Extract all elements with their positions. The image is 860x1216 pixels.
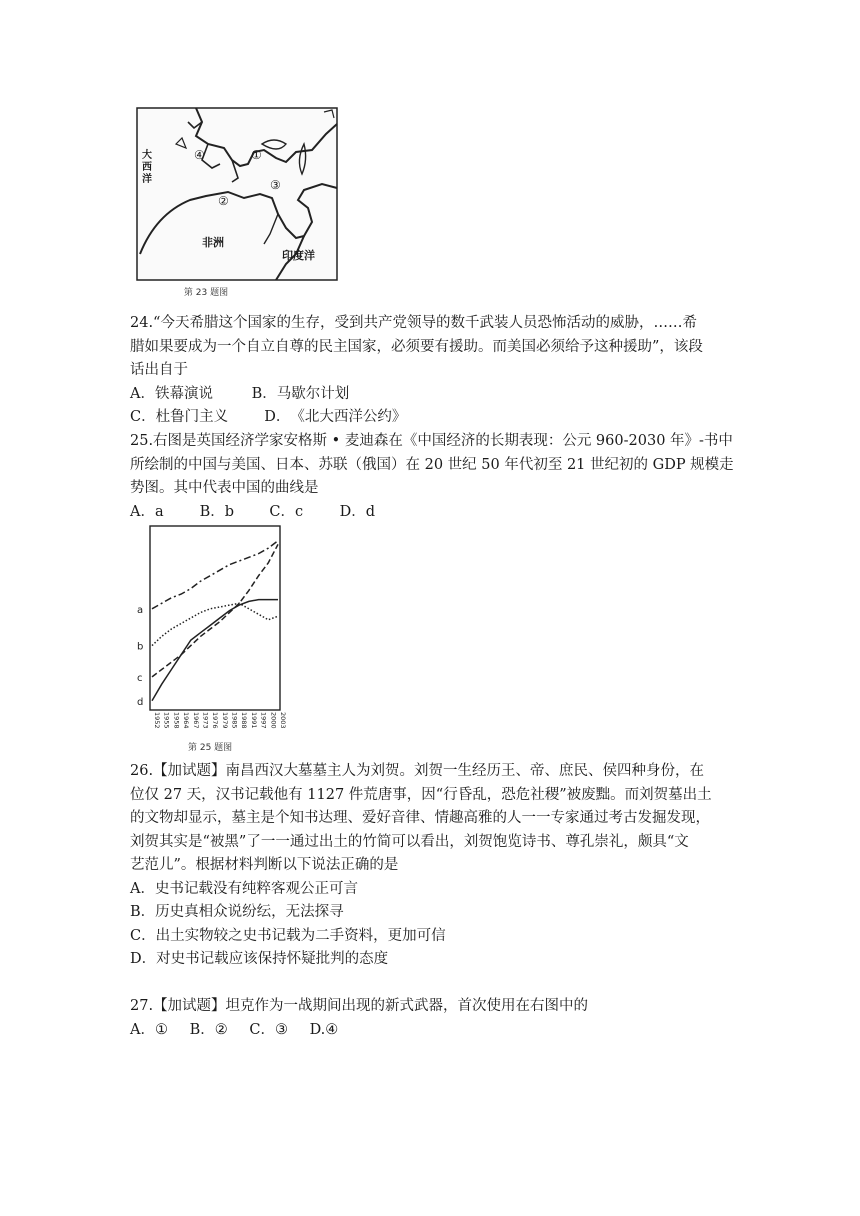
map-marker-1: ① bbox=[251, 148, 262, 162]
question-26 bbox=[130, 760, 730, 972]
question-26-line: 艺范儿”。根据材料判断以下说法正确的是 bbox=[130, 857, 399, 873]
x-tick-label: 1976 bbox=[211, 712, 220, 729]
series-label-a: a bbox=[137, 604, 144, 616]
option-text: 马歇尔计划 bbox=[276, 385, 350, 402]
map-marker-2: ② bbox=[218, 194, 229, 208]
x-tick-label: 1991 bbox=[249, 712, 258, 729]
option-letter: C． bbox=[130, 409, 156, 425]
option-text: d bbox=[365, 503, 376, 520]
question-27-options bbox=[130, 1019, 730, 1043]
option-letter: C． bbox=[269, 503, 295, 520]
series-label-c: c bbox=[137, 672, 143, 684]
option-letter: B． bbox=[199, 503, 225, 520]
question-25-line: 势图。其中代表中国的曲线是 bbox=[130, 480, 319, 496]
question-27-line: 27.【加试题】坦克作为一战期间出现的新式武器，首次使用在右图中的 bbox=[130, 998, 589, 1014]
map-marker-3: ③ bbox=[270, 178, 281, 192]
x-tick-label: 1952 bbox=[153, 712, 161, 729]
x-tick-label: 2003 bbox=[279, 712, 287, 729]
question-24-line: 24.“今天希腊这个国家的生存，受到共产党领导的数千武装人员恐怖活动的威胁，……希 bbox=[130, 315, 697, 331]
option-letter: D． bbox=[339, 503, 366, 520]
option-text: ① bbox=[154, 1021, 168, 1038]
option-text: 《北大西洋公约》 bbox=[290, 409, 407, 425]
option-letter: C． bbox=[249, 1021, 275, 1038]
option-text: 史书记载没有纯粹客观公正可言 bbox=[154, 880, 358, 897]
option-letter: A． bbox=[130, 1021, 155, 1038]
question-26-line: 刘贺其实是“被黑”了一一通过出土的竹简可以看出，刘贺饱览诗书、尊孔崇礼，颇具“文 bbox=[130, 833, 689, 850]
map-caption: 第 23 题图 bbox=[183, 288, 229, 298]
option-text: ④ bbox=[325, 1021, 339, 1038]
x-tick-label: 1964 bbox=[182, 712, 191, 729]
map-label-indian-ocean: 印度洋 bbox=[282, 249, 315, 262]
option-letter: C． bbox=[130, 927, 156, 944]
option-text: ③ bbox=[274, 1021, 288, 1038]
option-letter: D. bbox=[309, 1021, 326, 1038]
option-letter: B． bbox=[251, 385, 277, 402]
option-text: 铁幕演说 bbox=[154, 385, 213, 402]
option-letter: B． bbox=[189, 1021, 215, 1038]
map-figure bbox=[136, 104, 342, 300]
option-text: 杜鲁门主义 bbox=[155, 409, 229, 425]
question-25-line: 所绘制的中国与美国、日本、苏联（俄国）在 20 世纪 50 年代初至 21 世纪初的 GDP 规模走 bbox=[130, 456, 734, 473]
x-tick-label: 1955 bbox=[162, 712, 171, 729]
option-letter: D． bbox=[130, 951, 157, 967]
option-text: 对史书记载应该保持怀疑批判的态度 bbox=[156, 951, 389, 967]
x-tick-label: 1988 bbox=[240, 712, 249, 729]
question-24-options-ab bbox=[130, 383, 730, 407]
series-line-d bbox=[152, 600, 278, 701]
option-text: 出土实物较之史书记载为二手资料，更加可信 bbox=[155, 927, 446, 944]
series-line-c bbox=[152, 544, 278, 677]
option-text: a bbox=[154, 503, 164, 520]
question-26-option bbox=[130, 878, 730, 902]
question-26-line: 的文物却显示，墓主是个知书达理、爱好音律、情趣高雅的人一一专家通过考古发掘发现， bbox=[130, 810, 710, 826]
x-tick-label: 2000 bbox=[269, 712, 278, 729]
question-26-line: 26.【加试题】南昌西汉大墓墓主人为刘贺。刘贺一生经历王、帝、庶民、侯四种身份，在 bbox=[130, 763, 705, 779]
question-24-line: 话出自于 bbox=[130, 362, 188, 378]
series-label-d: d bbox=[137, 696, 144, 708]
question-26-option bbox=[130, 948, 730, 972]
x-tick-label: 1979 bbox=[220, 712, 229, 729]
map-marker-4: ④ bbox=[194, 148, 205, 162]
map-label-atlantic: 大西洋 bbox=[142, 150, 152, 185]
option-letter: A． bbox=[130, 880, 155, 897]
option-text: ② bbox=[214, 1021, 228, 1038]
option-text: c bbox=[294, 503, 304, 520]
option-text: 历史真相众说纷纭，无法探寻 bbox=[155, 904, 344, 920]
question-24-line: 腊如果要成为一个自立自尊的民主国家，必须要有援助。而美国必须给予这种援助”，该段 bbox=[130, 338, 703, 355]
x-tick-label: 1985 bbox=[230, 712, 239, 729]
option-letter: A． bbox=[130, 503, 155, 520]
question-26-line: 位仅 27 天，汉书记载他有 1127 件荒唐事，因“行昏乱，恐危社稷”被废黜。而刘贺墓出土 bbox=[130, 786, 712, 803]
question-27 bbox=[130, 995, 730, 1042]
map-label-africa: 非洲 bbox=[202, 236, 224, 249]
question-25-line: 25.右图是英国经济学家安格斯 • 麦迪森在《中国经济的长期表现：公元 960-2030 年》-书中 bbox=[130, 433, 733, 449]
x-tick-label: 1973 bbox=[201, 712, 210, 729]
x-tick-label: 1967 bbox=[191, 712, 200, 729]
gdp-chart bbox=[132, 520, 292, 752]
question-24-options-cd bbox=[130, 406, 730, 430]
chart-caption: 第 25 题图 bbox=[188, 743, 233, 752]
question-26-option bbox=[130, 901, 730, 925]
question-26-option bbox=[130, 925, 730, 949]
question-24 bbox=[130, 312, 730, 430]
option-text: b bbox=[224, 503, 235, 520]
x-tick-label: 1958 bbox=[172, 712, 181, 729]
series-label-b: b bbox=[137, 641, 144, 653]
question-25 bbox=[130, 430, 734, 524]
gdp-chart-svg bbox=[132, 520, 292, 752]
option-letter: A． bbox=[130, 385, 155, 402]
chart-frame bbox=[150, 526, 280, 710]
x-tick-label: 1997 bbox=[259, 712, 268, 729]
option-letter: D． bbox=[264, 409, 291, 425]
option-letter: B． bbox=[130, 904, 156, 920]
